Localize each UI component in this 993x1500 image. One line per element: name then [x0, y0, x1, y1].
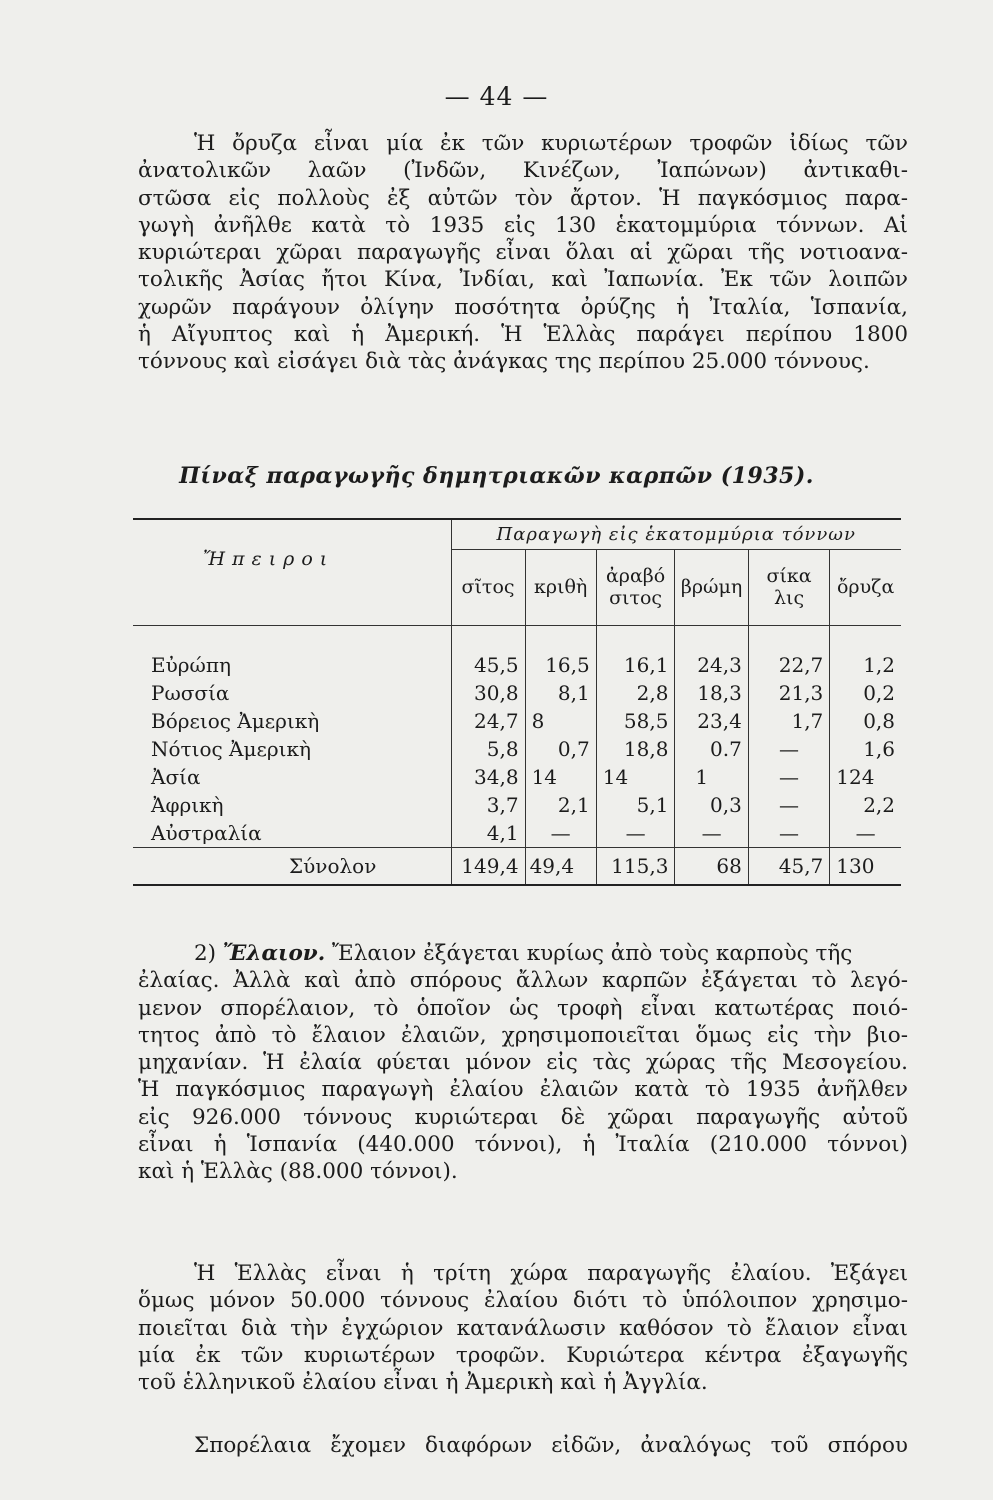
cell: 1 — [675, 763, 748, 791]
table-row — [133, 763, 901, 791]
text-line: Ἡ Ἑλλὰς εἶναι ἡ τρίτη χώρα παραγωγῆς ἐλαίου. Ἐξάγει — [194, 1261, 908, 1286]
cell: 0,8 — [830, 707, 901, 735]
cell: 5,8 — [451, 735, 525, 763]
cell: 45,5 — [451, 651, 525, 679]
grain-production-table — [133, 518, 901, 886]
section-heading: Ἔλαιον. — [222, 941, 326, 966]
cell: 149,4 — [451, 847, 525, 885]
text-line: τόννους καὶ εἰσάγει διὰ τὰς ἀνάγκας της περίπου 25.000 τόννους. — [138, 349, 870, 375]
cell: 21,3 — [748, 679, 829, 707]
section-number: 2) — [194, 941, 217, 966]
column-header: σίκαλις — [748, 549, 829, 625]
cell: 115,3 — [596, 847, 675, 885]
row-label: Ρωσσία — [151, 681, 230, 705]
text-line: μηχανίαν. Ἡ ἐλαία φύεται μόνον εἰς τὰς χώρας τῆς Μεσογείου. — [138, 1050, 908, 1076]
row-label: Ἀφρικὴ — [151, 793, 224, 817]
text-line: χωρῶν παράγουν ὀλίγην ποσότητα ὀρύζης ἡ Ἰταλία, Ἱσπανία, — [138, 294, 908, 320]
column-header: ὄρυζα — [830, 549, 901, 625]
cell: 0,3 — [675, 791, 748, 819]
cell: 68 — [675, 847, 748, 885]
cell: 1,7 — [748, 707, 829, 735]
row-label: Βόρειος Ἀμερικὴ — [151, 709, 320, 733]
column-header: ἀραβόσιτος — [596, 549, 675, 625]
text-line: κυριώτεραι χῶραι παραγωγῆς εἶναι ὅλαι αἱ χῶραι τῆς νοτιοανα- — [138, 240, 908, 266]
cell: 8,1 — [525, 679, 596, 707]
cell: 1,2 — [830, 651, 901, 679]
text-line: εἰς 926.000 τόννους κυριώτεραι δὲ χῶραι παραγωγῆς αὐτοῦ — [138, 1104, 908, 1130]
table-row — [133, 651, 901, 679]
total-label: Σύνολον — [289, 853, 377, 878]
text-line: Ἡ ὄρυζα εἶναι μία ἐκ τῶν κυριωτέρων τροφῶν ἰδίως τῶν — [194, 131, 908, 156]
column-header: βρώμη — [675, 549, 748, 625]
row-label: Αὐστραλία — [151, 820, 262, 845]
cell: 4,1 — [451, 819, 525, 847]
text-line: εἶναι ἡ Ἱσπανία (440.000 τόννοι), ἡ Ἰταλία (210.000 τόννοι) — [138, 1132, 908, 1158]
cell: 24,7 — [451, 707, 525, 735]
text-line: μενον σπορέλαιον, τὸ ὁποῖον ὡς τροφὴ εἶναι κατωτέρας ποιό- — [138, 995, 908, 1021]
text-line: στῶσα εἰς πολλοὺς ἐξ αὐτῶν τὸν ἄρτον. Ἡ παγκόσμιος παρα- — [138, 185, 908, 211]
cell: 18,3 — [675, 679, 748, 707]
cell: 45,7 — [748, 847, 829, 885]
cell: 14 — [525, 763, 596, 791]
table-caption: Πίναξ παραγωγῆς δημητριακῶν καρπῶν (1935). — [179, 463, 814, 489]
cell: 2,1 — [525, 791, 596, 819]
cell: 2,2 — [830, 791, 901, 819]
cell: — — [748, 819, 829, 847]
text-line: καὶ ἡ Ἑλλὰς (88.000 τόννοι). — [138, 1159, 458, 1185]
cell: 0,2 — [830, 679, 901, 707]
row-label: Ἀσία — [151, 765, 201, 789]
text-line: ὅμως μόνον 50.000 τόννους ἐλαίου διότι τὸ ὑπόλοιπον χρησιμο- — [138, 1288, 908, 1314]
text-line: Σπορέλαια ἔχομεν διαφόρων εἰδῶν, ἀναλόγως τοῦ σπόρου — [194, 1433, 908, 1458]
text-line: Ἡ παγκόσμιος παραγωγὴ ἐλαίου ἐλαιῶν κατὰ τὸ 1935 ἀνῆλθεν — [138, 1077, 908, 1103]
text-line: ἐλαίας. Ἀλλὰ καὶ ἀπὸ σπόρους ἄλλων καρπῶν ἐξάγεται τὸ λεγό- — [138, 968, 908, 994]
greece-oil-paragraph — [138, 1260, 908, 1396]
cell: 8 — [525, 707, 596, 735]
table-row — [133, 707, 901, 735]
total-row — [133, 847, 901, 885]
cell: 14 — [596, 763, 675, 791]
cell: 2,8 — [596, 679, 675, 707]
cell: — — [748, 735, 829, 763]
cell: 5,1 — [596, 791, 675, 819]
cell: 16,5 — [525, 651, 596, 679]
column-header: κριθὴ — [525, 549, 596, 625]
cell: — — [525, 819, 596, 847]
cell: 1,6 — [830, 735, 901, 763]
text-line: τοῦ ἑλληνικοῦ ἐλαίου εἶναι ἡ Ἀμερικὴ καὶ ἡ Ἀγγλία. — [138, 1370, 708, 1396]
cell: — — [748, 791, 829, 819]
cell: 30,8 — [451, 679, 525, 707]
cell: 22,7 — [748, 651, 829, 679]
table-row — [133, 791, 901, 819]
cell: 49,4 — [525, 847, 596, 885]
text-line: γωγὴ ἀνῆλθε κατὰ τὸ 1935 εἰς 130 ἑκατομμύρια τόννων. Αἱ — [138, 212, 908, 238]
text-line: μία ἐκ τῶν κυριωτέρων τροφῶν. Κυριώτερα κέντρα ἐξαγωγῆς — [138, 1342, 908, 1368]
cell: 130 — [830, 847, 901, 885]
production-group-header: Παραγωγὴ εἰς ἑκατομμύρια τόννων — [451, 519, 901, 549]
cell: 34,8 — [451, 763, 525, 791]
cell: — — [748, 763, 829, 791]
cell: 3,7 — [451, 791, 525, 819]
rice-paragraph — [138, 130, 908, 376]
cell: — — [830, 819, 901, 847]
cell: 24,3 — [675, 651, 748, 679]
table-row — [133, 679, 901, 707]
cell: — — [596, 819, 675, 847]
cell: 0,7 — [525, 735, 596, 763]
table-row — [133, 735, 901, 763]
text-line: τητος ἀπὸ τὸ ἔλαιον ἐλαιῶν, χρησιμοποιεῖται ὅμως εἰς τὴν βιο- — [138, 1022, 908, 1048]
text-line: τολικῆς Ἀσίας ἤτοι Κίνα, Ἰνδίαι, καὶ Ἰαπωνία. Ἐκ τῶν λοιπῶν — [138, 267, 908, 293]
olive-oil-section — [138, 940, 908, 1186]
cell: 124 — [830, 763, 901, 791]
text-line: ἀνατολικῶν λαῶν (Ἰνδῶν, Κινέζων, Ἰαπώνων) ἀντικαθι- — [138, 158, 908, 184]
page-number: — 44 — — [444, 82, 549, 111]
seed-oil-paragraph — [138, 1432, 908, 1459]
cell: 0.7 — [675, 735, 748, 763]
column-header: σῖτος — [451, 549, 525, 625]
table-row — [133, 819, 901, 847]
cell: 16,1 — [596, 651, 675, 679]
text-line: ἡ Αἴγυπτος καὶ ἡ Ἀμερική. Ἡ Ἑλλὰς παράγει περίπου 1800 — [138, 322, 908, 348]
cell: 18,8 — [596, 735, 675, 763]
section-heading-line — [138, 940, 908, 967]
continents-header: Ἤπειροι — [203, 548, 335, 570]
cell: 58,5 — [596, 707, 675, 735]
cell: 23,4 — [675, 707, 748, 735]
text-line: ποιεῖται διὰ τὴν ἐγχώριον κατανάλωσιν καθόσον τὸ ἔλαιον εἶναι — [138, 1315, 908, 1341]
row-label: Εὐρώπη — [151, 653, 231, 677]
cell: — — [675, 819, 748, 847]
text-line: Ἔλαιον ἐξάγεται κυρίως ἀπὸ τοὺς καρποὺς τῆς — [332, 941, 853, 966]
row-label: Νότιος Ἀμερικὴ — [151, 737, 311, 761]
